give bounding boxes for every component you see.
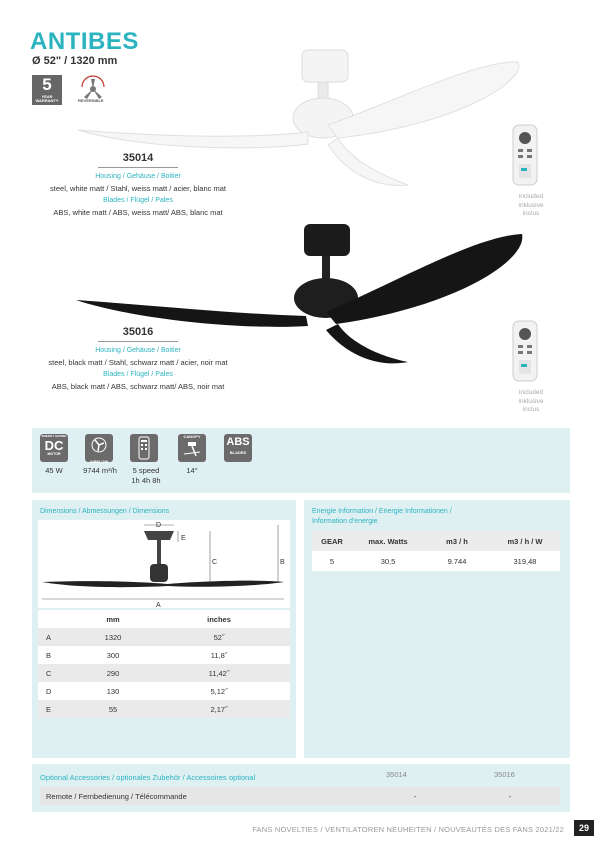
table-cell: 5,12˝: [210, 686, 228, 696]
included-text: inklusive: [518, 397, 544, 405]
divider: [98, 167, 178, 168]
table-row: [38, 700, 290, 718]
accessory-35016-value: -: [508, 791, 512, 801]
canopy-label: CANOPY: [183, 434, 201, 439]
table-cell: 290: [106, 668, 120, 678]
housing-value: steel, white matt / Stahl, weiss matt / acier, blanc mat: [50, 184, 226, 193]
airflow-icon: [85, 434, 113, 462]
accessories-title: Optional Accessories / optionales Zubehör / Accessoires optional: [40, 773, 256, 782]
table-cell: 2,17˝: [210, 704, 228, 714]
energy-title-line1: Energie Information / Energie Informationen /: [312, 508, 452, 515]
product-title: ANTIBES: [30, 28, 139, 55]
housing-label: Housing / Gehäuse / Boitier: [95, 347, 181, 354]
spec-airflow: 9744 m³/h: [83, 466, 117, 475]
dim-label-d: D: [156, 522, 162, 529]
table-cell: D: [46, 686, 52, 696]
remote-icon: [130, 434, 158, 462]
dimensions-title: Dimensions / Abmessungen / Dimensions: [40, 508, 170, 515]
housing-value: steel, black matt / Stahl, schwarz matt / acier, noir mat: [48, 358, 228, 367]
included-note: [506, 389, 556, 415]
footer-text: FANS NOVELTIES / VENTILATOREN NEUHEITEN / NOUVEAUTÉS DES FANS 2021/22: [252, 825, 564, 834]
table-row: [38, 646, 290, 664]
table-cell: 52˝: [213, 632, 225, 642]
included-text: inclus: [522, 406, 540, 413]
table-row: [38, 628, 290, 646]
dim-label-c: C: [212, 559, 218, 566]
product-35014: [8, 152, 268, 219]
included-text: inklusive: [518, 201, 544, 209]
spec-speeds: 5 speed: [132, 466, 160, 475]
spec-timer: 1h 4h 8h: [131, 476, 161, 485]
blades-label: Blades / Flügel / Pales: [103, 197, 173, 204]
housing-label: Housing / Gehäuse / Boitier: [95, 173, 181, 180]
table-cell: 5: [329, 556, 335, 566]
dim-label-b: B: [280, 559, 285, 566]
table-header-cell: GEAR: [321, 536, 343, 546]
table-cell: B: [46, 650, 52, 660]
warranty-label: YEAR WARRANTY: [35, 94, 59, 103]
abs-main-label: ABS: [226, 436, 250, 448]
table-row: [312, 551, 560, 571]
energy-title-line2: Information d'energie: [312, 518, 378, 525]
warranty-number: 5: [42, 75, 52, 94]
product-diameter: Ø 52" / 1320 mm: [32, 55, 118, 67]
divider: [98, 341, 178, 342]
table-row: [40, 787, 560, 805]
spec-watts: 45 W: [45, 466, 63, 475]
spec-canopy-angle: 14°: [186, 466, 198, 475]
accessories-col-35016: 35016: [494, 770, 515, 779]
abs-bottom-label: BLADES: [229, 450, 247, 455]
blades-value: ABS, white matt / ABS, weiss matt/ ABS, blanc mat: [53, 208, 223, 217]
table-header: [312, 531, 560, 551]
table-cell: 55: [108, 704, 118, 714]
canopy-angle-icon: [178, 440, 206, 460]
dc-bottom-label: MOTOR: [47, 452, 61, 456]
product-code: 35016: [122, 326, 154, 338]
accessory-name: Remote / Fernbedienung / Télécommande: [46, 791, 187, 801]
table-header-cell: max. Watts: [368, 536, 408, 546]
dim-label-e: E: [181, 535, 186, 542]
included-text: inclus: [522, 210, 540, 217]
product-code: 35014: [122, 152, 154, 164]
included-text: included: [518, 389, 544, 396]
specs-panel: [32, 428, 570, 493]
airflow-label: AIRFLOW: [89, 459, 109, 464]
table-header-cell: inches: [207, 614, 231, 624]
dc-top-label: ENERGY SAVING: [41, 434, 67, 438]
canopy-icon: [178, 434, 206, 462]
accessory-35014-value: -: [413, 791, 417, 801]
fan-blade-icon: [85, 434, 113, 454]
dc-main-label: DC: [44, 438, 64, 453]
table-row: [38, 664, 290, 682]
table-cell: 130: [106, 686, 120, 696]
dimensions-diagram: [38, 520, 290, 608]
table-header-cell: m3 / h / W: [507, 536, 543, 546]
table-cell: E: [46, 704, 52, 714]
page-number: 29: [574, 820, 594, 836]
accessories-col-35014: 35014: [386, 770, 407, 779]
dim-label-a: A: [156, 602, 161, 608]
abs-blades-icon: [224, 434, 252, 462]
table-cell: 11,42˝: [208, 668, 230, 678]
table-header-cell: m3 / h: [446, 536, 468, 546]
table-row: [38, 682, 290, 700]
table-cell: 9.744: [447, 556, 467, 566]
table-cell: 319,48: [513, 556, 537, 566]
included-note: [506, 193, 556, 219]
remote-white-icon: [510, 124, 540, 186]
warranty-badge-icon: [32, 75, 62, 105]
included-text: included: [518, 193, 544, 200]
remote-control-icon: [130, 434, 158, 462]
dimensions-table: [38, 610, 290, 718]
table-cell: 11,8˝: [210, 650, 228, 660]
blades-value: ABS, black matt / ABS, schwarz matt/ ABS, noir mat: [51, 382, 225, 391]
table-cell: C: [46, 668, 52, 678]
table-cell: 30,5: [380, 556, 396, 566]
product-35016: [8, 326, 268, 393]
reversible-label: REVERSIBLE: [78, 98, 104, 103]
energy-table: [312, 531, 560, 571]
table-cell: 300: [106, 650, 120, 660]
table-cell: 1320: [104, 632, 122, 642]
dc-motor-icon: [40, 434, 68, 462]
blades-label: Blades / Flügel / Pales: [103, 371, 173, 378]
table-header-cell: mm: [106, 614, 120, 624]
remote-white-icon: [510, 320, 540, 382]
table-cell: A: [46, 632, 52, 642]
table-header: [38, 610, 290, 628]
